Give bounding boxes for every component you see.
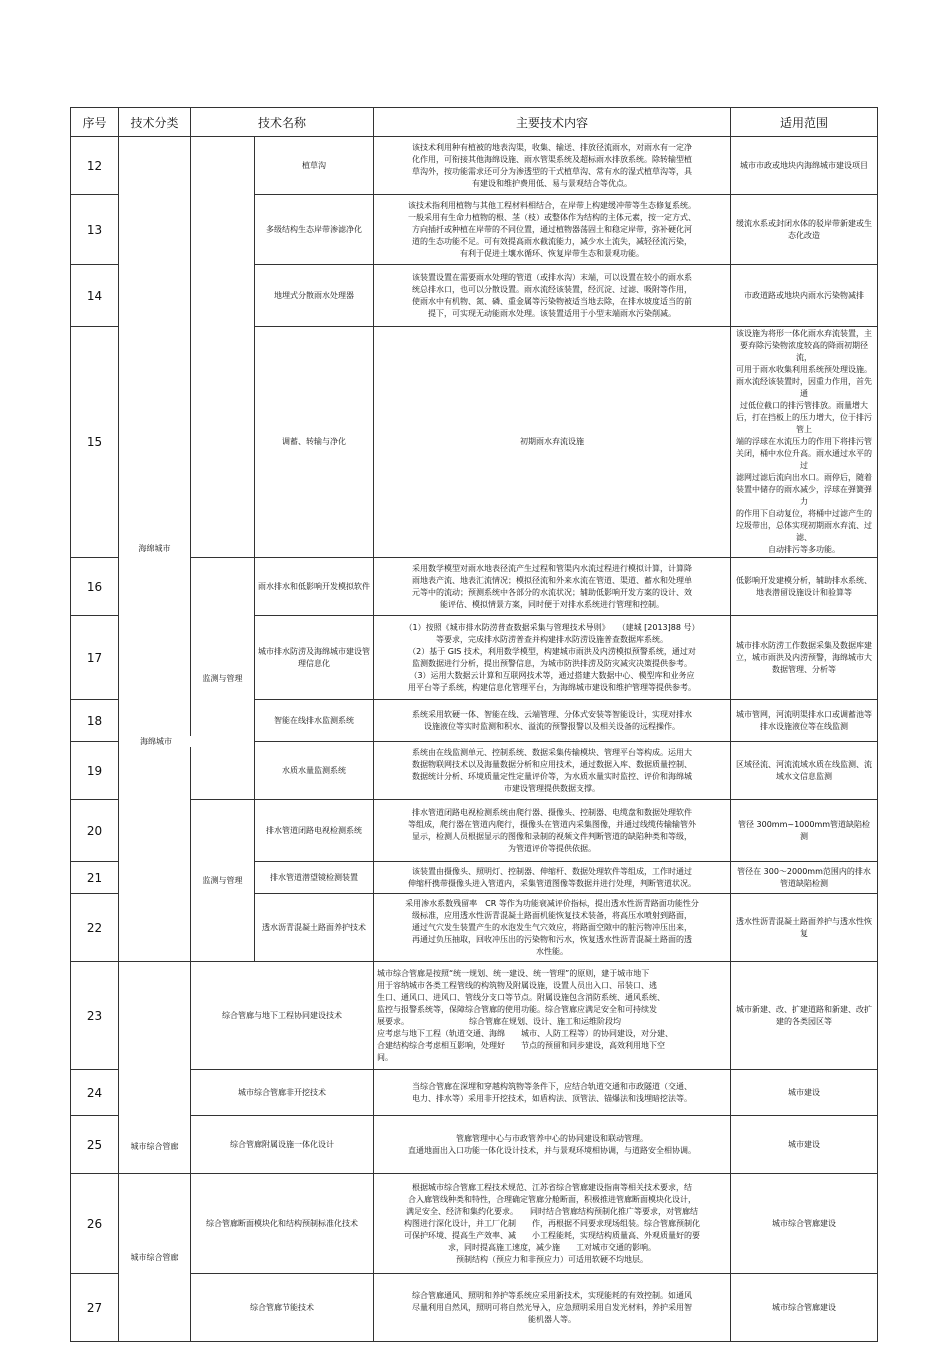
- row-number: 22: [71, 894, 119, 962]
- row-number: 17: [71, 616, 119, 700]
- technology-content: 该技术利用种有植被的地表沟渠，收集、输送、排放径流雨水，对雨水有一定净 化作用，可衔接其他海绵设施、雨水管渠系统及超标雨水排放系统。除转输型植 草沟外，按功能需求还可分为渗透型的干式植草沟、常有水的湿式植草沟等，具 有建设和维护费用低、易与景观结合等优点。: [374, 137, 731, 195]
- row-number: 15: [71, 327, 119, 558]
- subcategory-cell: 监测与管理: [191, 800, 255, 962]
- application-scope: 低影响开发建模分析，辅助排水系统、地表潜留设施设计和验算等: [731, 558, 878, 616]
- header-name: 技术名称: [191, 108, 374, 137]
- technology-name: 排水管道潜望镜检测装置: [255, 862, 374, 894]
- category-cell: 城市综合管廊: [119, 1174, 191, 1342]
- technology-name: 综合管廊附属设施一体化设计: [191, 1116, 374, 1174]
- technology-content: 该技术指利用植物与其他工程材料相结合，在岸带上构建缓冲带等生态修复系统。 一般采用有生命力植物的根、茎（枝）或整体作为结构的主体元素，按一定方式、 方向插扦或种植在岸带的不同位置，通过植物器荡固土和稳定岸带，弥补硬化河 道的生态功能不足。可有效提高雨水截流能力，减少水土流失，减轻径流污染， 有利于促进土壤水循环、恢复岸带生态和景观功能。: [374, 195, 731, 265]
- technology-content: 当综合管廊在深埋和穿越构筑物等条件下，应结合轨道交通和市政隧道（交通、 电力、排水等）采用非开挖技术，如盾构法、顶管法、锚爆法和浅埋暗挖法等。: [374, 1070, 731, 1116]
- technology-content: 系统由在线监测单元、控制系统、数据采集传输模块、管理平台等构成。运用大 数据物联网技术以及海量数据分析和应用技术，通过数据入库、数据质量控制、 数据统计分析、环境质量定性定量评价等，为水质水量实时监控、评价和海绵城 市建设管理提供数据支撑。: [374, 742, 731, 800]
- technology-name: 水质水量监测系统: [255, 742, 374, 800]
- application-scope: 市政道路或地块内雨水污染物减排: [731, 265, 878, 327]
- row-number: 19: [71, 742, 119, 800]
- subcategory-cell: 调蓄、转输与净化: [255, 327, 374, 558]
- technology-name: 多级结构生态岸带渗滤净化: [255, 195, 374, 265]
- category-cell: 城市综合管廊: [119, 962, 191, 1174]
- table-row: [71, 558, 878, 616]
- row-number: 25: [71, 1116, 119, 1174]
- row-number: 26: [71, 1174, 119, 1274]
- row-number: 24: [71, 1070, 119, 1116]
- technology-table: [70, 107, 878, 1342]
- technology-name: 植草沟: [255, 137, 374, 195]
- row-number: 27: [71, 1274, 119, 1342]
- technology-name: 综合管廊节能技术: [191, 1274, 374, 1342]
- header-category: 技术分类: [119, 108, 191, 137]
- technology-name: 综合管廊与地下工程协同建设技术: [191, 962, 374, 1070]
- category-cell: 海绵城市: [119, 137, 191, 962]
- technology-name: 城市综合管廊非开挖技术: [191, 1070, 374, 1116]
- technology-content: 该设施为将形一体化雨水弃流装置，主要弃除污染物浓度较高的降雨初期径流， 可用于雨水收集利用系统预处理设施。雨水流经该装置时，因重力作用，首先通 过低位截口的排污管排放。雨量增大后，打在挡板上的压力增大，位于排污管上 端的浮球在水流压力的作用下将排污管关闭，桶中水位升高。雨水通过水平的过 滤网过滤后流向出水口。雨停后，随着装置中储存的雨水减少，浮球在弹簧弹力 的作用下自动复位，将桶中过滤产生的垃圾带出，总体实现初期雨水弃流、过滤、 自动排污等多功能。: [731, 327, 878, 558]
- technology-content: 城市综合管廊是按照“统一规划、统一建设、统一管理”的原则，建于城市地下 用于容纳城市各类工程管线的构筑物及附属设施，设置人员出入口、吊装口、逃 生口、通风口、进风口、管线分支口等节点。附属设施包含消防系统、通风系统、 监控与报警系统等，保障综合管廊的使用功能。综合管廊应满足安全和可持续发 展要求。 综合管廊在规划、设计、施工和运维阶段均 应考虑与地下工程（轨道交通、海绵 城市、人防工程等）的协同建设，对分建、 合建结构综合考虑相互影响，处理好 节点的预留和同步建设，高效利用地下空 间。: [374, 962, 731, 1070]
- technology-content: 排水管道闭路电视检测系统由爬行器、摄像头、控制器、电缆盘和数据处理软件 等组成，爬行器在管道内爬行，摄像头在管道内采集图像，并通过线缆传输输管外 显示，检测人员根据显示的图像和录制的视频文件判断管道的缺陷种类和等级， 为管道评价等提供依据。: [374, 800, 731, 862]
- technology-content: 采用数学模型对雨水地表径流产生过程和管渠内水流过程进行模拟计算，计算降 雨地表产流、地表汇流情况；模拟径流和外来水流在管道、渠道、蓄水和处理单 元等中的流动；预测系统中各部分的水流状况；辅助低影响开发方案的设计、效 能评估、模拟情景方案，同时便于对排水系统进行管理和控制。: [374, 558, 731, 616]
- application-scope: 管径 300mm~1000mm管道缺陷检测: [731, 800, 878, 862]
- technology-name: 排水管道闭路电视检测系统: [255, 800, 374, 862]
- application-scope: 管径在 300～2000mm范围内的排水管道缺陷检测: [731, 862, 878, 894]
- technology-content: （1）按照《城市排水防涝普查数据采集与管理技术导则》 （建城 [2013]88 号） 等要求，完成排水防涝普查并构建排水防涝设施普查数据库系统。 （2）基于 GIS 技术，利用数学模型，构建城市雨洪及内涝模拟预警系统，通过对 监测数据进行分析，提出预警信息，为城市防洪排涝及防灾减灾决策提供参考。 （3）运用大数据云计算和互联网技术等，通过搭建大数据中心、模型库和业务应 用平台等子系统，构建信息化管理平台，为海绵城市建设和维护管理等提供参考。: [374, 616, 731, 700]
- table-row: [71, 1070, 878, 1116]
- application-scope: 城市管网，河流明渠排水口或调蓄池等排水设施液位等在线监测: [731, 700, 878, 742]
- technology-content: 采用渗水系数残留率 CR 等作为功能衰减评价指标，提出透水性沥青路面功能性分 级标准，应用透水性沥青混凝土路面机能恢复技术装备，将高压水喷射到路面， 通过气穴发生装置产生的水泡发生气穴效应，将路面空隙中的脏污物冲压出来， 再通过负压抽取，回收冲压出的污染物和污水，恢复透水性沥青混凝土路面的透 水性能。: [374, 894, 731, 962]
- technology-name: 初期雨水弃流设施: [374, 327, 731, 558]
- row-number: 14: [71, 265, 119, 327]
- row-number: 23: [71, 962, 119, 1070]
- application-scope: 城市综合管廊建设: [731, 1174, 878, 1274]
- row-number: 13: [71, 195, 119, 265]
- application-scope: 城市市政或地块内海绵城市建设项目: [731, 137, 878, 195]
- technology-content: 该装置设置在需要雨水处理的管道（或排水沟）末端，可以设置在较小的雨水系 统总排水口，也可以分散设置。雨水流经该装置，经沉淀、过滤、吸附等作用， 使雨水中有机物、氮、磷、重金属等污染物被适当地去除，在排水坡度适当的前 提下，可实现无动能雨水处理。该装置适用于小型末端雨水污染削减。: [374, 265, 731, 327]
- application-scope: 城市建设: [731, 1116, 878, 1174]
- technology-content: 系统采用软硬一体、智能在线、云端管理、分体式安装等智能设计，实现对排水 设施液位等实时监测和积水、溢流的预警报警以及相关设备的远程操作。: [374, 700, 731, 742]
- table-row: [71, 800, 878, 862]
- technology-name: 透水沥青混凝土路面养护技术: [255, 894, 374, 962]
- technology-name: 地埋式分散雨水处理器: [255, 265, 374, 327]
- application-scope: 区域径流、河流流域水质在线监测、流域水文信息监测: [731, 742, 878, 800]
- application-scope: 城市排水防涝工作数据采集及数据库建立，城市雨洪及内涝预警，海绵城市大数据管理、分析等: [731, 616, 878, 700]
- table-row: [71, 1174, 878, 1274]
- table-row: [71, 1274, 878, 1342]
- subcategory-cell: 监测与管理: [191, 558, 255, 800]
- application-scope: 城市建设: [731, 1070, 878, 1116]
- header-scope: 适用范围: [731, 108, 878, 137]
- technology-name: 智能在线排水监测系统: [255, 700, 374, 742]
- technology-content: 该装置由摄像头、照明灯、控制器、伸缩杆、数据处理软件等组成，工作时通过 伸缩杆携带摄像头进入管道内，采集管道图像等数据并进行处理，判断管道状况。: [374, 862, 731, 894]
- application-scope: 缓流水系或封闭水体的驳岸带新建或生态化改造: [731, 195, 878, 265]
- table-row: [71, 1116, 878, 1174]
- table-header-row: [71, 108, 878, 137]
- header-content: 主要技术内容: [374, 108, 731, 137]
- table-row: [71, 962, 878, 1070]
- application-scope: 城市综合管廊建设: [731, 1274, 878, 1342]
- application-scope: 城市新建、改、扩建道路和新建、改扩建的各类园区等: [731, 962, 878, 1070]
- row-number: 16: [71, 558, 119, 616]
- group-label-sponge-city-2: 海绵城市: [120, 736, 192, 747]
- technology-name: 雨水排水和低影响开发模拟软件: [255, 558, 374, 616]
- row-number: 18: [71, 700, 119, 742]
- technology-content: 综合管廊通风、照明和养护等系统应采用新技术，实现能耗的有效控制。如通风 尽量利用自然风，照明可将自然光导入，应急照明采用自发光材料，养护采用智 能机器人等。: [374, 1274, 731, 1342]
- row-number: 12: [71, 137, 119, 195]
- technology-content: 管廊管理中心与市政管养中心的协同建设和联动管理。 直通地面出入口功能一体化设计技术，并与景观环境相协调，与道路安全相协调。: [374, 1116, 731, 1174]
- header-no: 序号: [71, 108, 119, 137]
- row-number: 20: [71, 800, 119, 862]
- table-row: [71, 137, 878, 195]
- row-number: 21: [71, 862, 119, 894]
- application-scope: 透水性沥青混凝土路面养护与透水性恢复: [731, 894, 878, 962]
- technology-name: 城市排水防涝及海绵城市建设管理信息化: [255, 616, 374, 700]
- technology-name: 综合管廊断面模块化和结构预制标准化技术: [191, 1174, 374, 1274]
- technology-content: 根据城市综合管廊工程技术规范、江苏省综合管廊建设指南等相关技术要求，结 合入廊管线种类和特性，合理确定管廊分舱断面，积极推进管廊断面模块化设计， 满足安全、经济和集约化要求。 同时结合管廊结构预制化推广等要求，对管廊结 构图进行深化设计，并工厂化制 作，再根据不同要求现场组装。综合管廊预制化 可保护环境、提高生产效率、减 小工程能耗，实现结构质量高、外观质量好的要 求，同时提高施工速度，减少施 工对城市交通的影响。 预制结构（预应力和非预应力）可适用软硬不均地层。: [374, 1174, 731, 1274]
